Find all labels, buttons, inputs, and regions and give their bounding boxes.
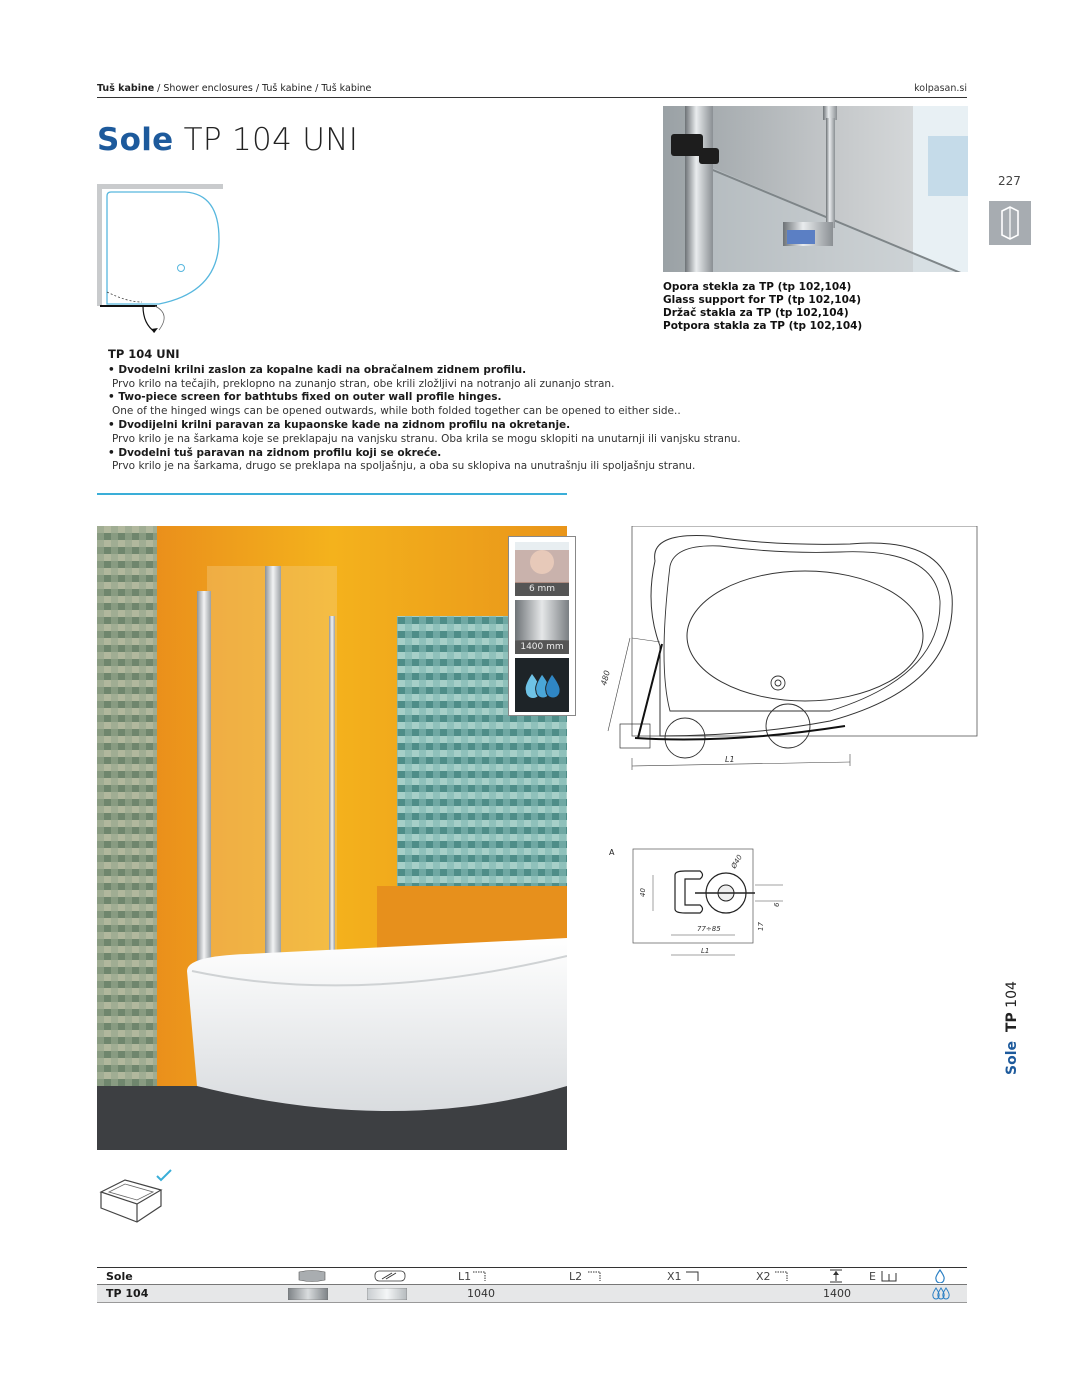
table-header bbox=[97, 1267, 967, 1285]
dim-l1-label: L1 bbox=[725, 755, 735, 764]
triple-drop-icon bbox=[931, 1286, 951, 1303]
dim-diameter-label: Ø40 bbox=[729, 853, 744, 870]
glass-swatch bbox=[367, 1288, 407, 1303]
technical-drawing bbox=[600, 526, 980, 776]
e-dim-icon bbox=[881, 1270, 897, 1285]
glass-support-photo bbox=[663, 106, 968, 272]
x2-dim-icon bbox=[774, 1270, 788, 1285]
detail-drawing bbox=[605, 845, 805, 965]
water-drops-icon bbox=[515, 658, 569, 712]
header-x1: X1 bbox=[667, 1270, 682, 1283]
row-model: TP 104 bbox=[106, 1287, 149, 1300]
row-l1-value: 1040 bbox=[467, 1287, 495, 1300]
description-bullet: • Dvodelni krilni zaslon za kopalne kadi na obračalnem zidnem profilu. bbox=[108, 363, 527, 376]
bathtub-compatible-icon bbox=[97, 1168, 177, 1228]
product-description bbox=[108, 348, 808, 474]
profile-swatch bbox=[288, 1288, 328, 1303]
description-heading: TP 104 UNI bbox=[108, 347, 180, 361]
header-series: Sole bbox=[106, 1270, 133, 1283]
description-text: One of the hinged wings can be opened outwards, while both folded together can be opened to either side.. bbox=[112, 405, 681, 418]
description-text: Prvo krilo je na šarkama koje se preklapaju na vanjsku stranu. Oba krila se mogu sklopiti na unutarnji ili vanjsku stranu. bbox=[112, 432, 741, 445]
bathroom-photo bbox=[97, 526, 567, 1150]
description-bullet: • Two-piece screen for bathtubs fixed on outer wall profile hinges. bbox=[108, 391, 502, 404]
description-bullet: • Dvodijelni krilni paravan za kupaonske kade na zidnom profilu na okretanje. bbox=[108, 418, 571, 431]
glass-support-caption: Opora stekla za TP (tp 102,104) Glass support for TP (tp 102,104) Držač stakla za TP (tp 102,104) Potpora stakla za TP (tp 102,104) bbox=[663, 281, 863, 332]
header-l2: L2 bbox=[569, 1270, 583, 1283]
row-height-value: 1400 bbox=[823, 1287, 851, 1300]
dim-l1-detail-label: L1 bbox=[701, 947, 710, 955]
header-x2: X2 bbox=[756, 1270, 771, 1283]
page-number: 227 bbox=[998, 174, 1021, 188]
water-drop-icon bbox=[934, 1269, 946, 1286]
dim-17-label: 17 bbox=[757, 922, 765, 931]
glass-height-icon: 1400 mm bbox=[515, 600, 569, 654]
dim-6-label: 6 bbox=[773, 902, 781, 907]
page-title: Sole TP 104 UNI bbox=[97, 122, 359, 158]
side-product-label: Sole TP 104 bbox=[1004, 981, 1020, 1075]
breadcrumb: Tuš kabine / Shower enclosures / Tuš kabine / Tuš kabine bbox=[97, 83, 372, 94]
dim-480-label: 480 bbox=[600, 669, 612, 687]
top-view-schematic bbox=[97, 184, 227, 334]
profile-icon bbox=[297, 1269, 327, 1286]
dim-40-label: 40 bbox=[639, 888, 647, 897]
description-text: Prvo krilo je na šarkama, drugo se preklapa na spoljašnju, a oba su sklopiva na unutrašnju ili spoljašnju stranu. bbox=[112, 460, 696, 473]
dim-range-label: 77÷85 bbox=[697, 925, 721, 933]
glass-thickness-icon: 6 mm bbox=[515, 542, 569, 596]
shower-enclosure-tab-icon bbox=[989, 201, 1031, 245]
l2-dim-icon bbox=[587, 1270, 601, 1285]
feature-icons-panel bbox=[508, 536, 576, 716]
detail-label: A bbox=[609, 848, 615, 857]
description-bullet: • Dvodelni tuš paravan na zidnom profilu koji se okreće. bbox=[108, 446, 442, 459]
header-e: E bbox=[869, 1270, 876, 1283]
x1-dim-icon bbox=[685, 1270, 699, 1285]
header-divider bbox=[97, 97, 967, 98]
l1-dim-icon bbox=[472, 1270, 486, 1285]
height-icon bbox=[828, 1269, 844, 1286]
table-row bbox=[97, 1285, 967, 1303]
glass-icon bbox=[374, 1269, 406, 1286]
site-url: kolpasan.si bbox=[914, 83, 967, 94]
header-l1: L1 bbox=[458, 1270, 472, 1283]
description-text: Prvo krilo na tečajih, preklopno na zunanjo stran, obe krili zložljivi na notranjo ali zunanjo stran. bbox=[112, 377, 615, 390]
spec-table bbox=[97, 1267, 967, 1303]
section-divider bbox=[97, 493, 567, 495]
